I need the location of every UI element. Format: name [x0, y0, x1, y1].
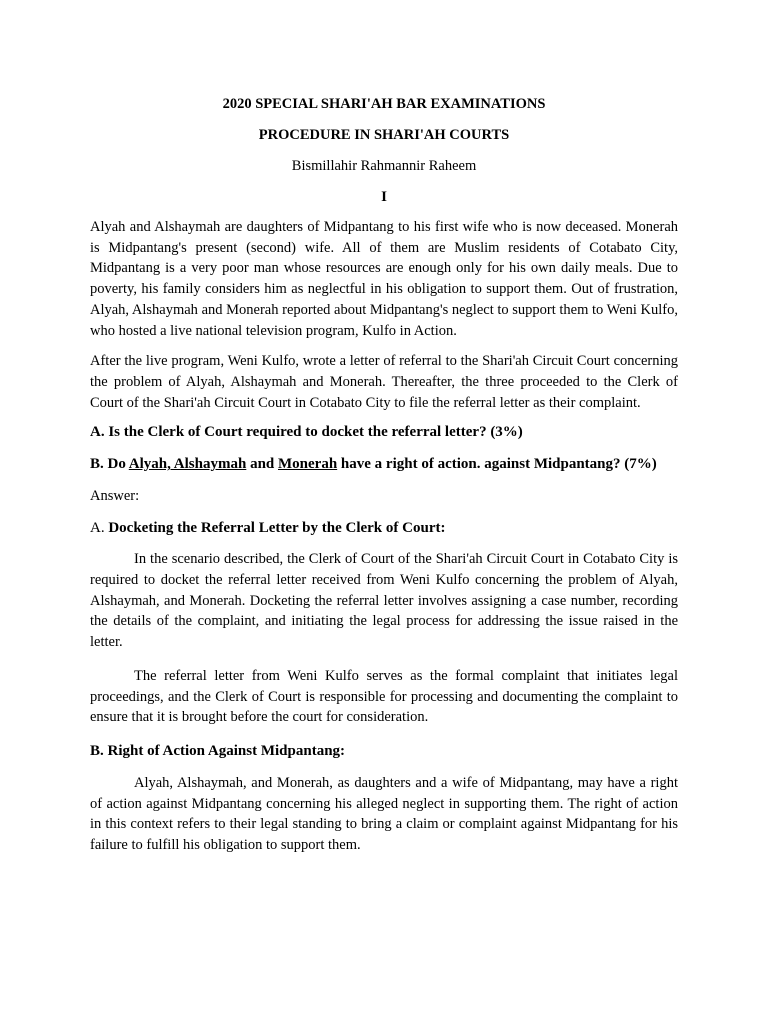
answer-b-heading — [90, 741, 678, 761]
answer-b-paragraph-1: Alyah, Alshaymah, and Monerah, as daughters and a wife of Midpantang, may have a right of action against Midpantang concerning his alleged neglect in supporting them. The right of action in this context refers to their legal standing to bring a claim or complaint against Midpantang for his failure to fulfill his obligation to support them. — [90, 774, 678, 854]
answer-label: Answer: — [90, 488, 140, 505]
answer-a-paragraph-1: In the scenario described, the Clerk of Court of the Shari'ah Circuit Court in Cotabato City is required to docket the referral letter received from Weni Kulfo concerning the problem of Alyah, Alshaymah, and Monerah. Docketing the referral letter involves assigning a case number, recording the details of the complaint, and initiating the legal process for addressing the issue raised in the letter. — [90, 551, 678, 651]
facts-paragraph-2: After the live program, Weni Kulfo, wrote a letter of referral to the Shari'ah Circuit Court concerning the problem of Alyah, Alshaymah and Monerah. Thereafter, the three proceeded to the Clerk of Court of the Shari'ah Circuit Court in Cotabato City to file the referral letter as their complaint. — [90, 353, 678, 411]
question-b-mid: and — [246, 456, 278, 473]
answer-a-paragraph-2: The referral letter from Weni Kulfo serves as the formal complaint that initiates legal proceedings, and the Clerk of Court is responsible for processing and documenting the complaint to ensure that it is brought before the court for consideration. — [90, 667, 678, 726]
question-b-prefix: B. Do — [90, 456, 129, 473]
invocation-line: Bismillahir Rahmannir Raheem — [291, 158, 477, 174]
document-title: 2020 SPECIAL SHARI'AH BAR EXAMINATIONS — [222, 96, 546, 112]
answer-a-heading-text: Docketing the Referral Letter by the Clerk of Court: — [108, 520, 446, 537]
answer-b-heading-text: B. Right of Action Against Midpantang: — [90, 742, 346, 759]
question-b-name1: Alyah, Alshaymah — [128, 456, 247, 473]
question-b — [90, 454, 678, 474]
answer-a-heading — [90, 518, 678, 538]
question-b-name2: Monerah — [278, 456, 338, 473]
document-subtitle: PROCEDURE IN SHARI'AH COURTS — [258, 127, 510, 143]
answer-a-letter: A. — [90, 520, 109, 537]
section-number: I — [381, 189, 387, 205]
facts-paragraph-1: Alyah and Alshaymah are daughters of Midpantang to his first wife who is now deceased. Monerah is Midpantang's present (second) wife. All of them are Muslim residents of Cotabato City, Midpantang is a very poor man whose resources are enough only for his own daily meals. Due to poverty, his family considers him as neglectful in his obligation to support them. Out of frustration, Alyah, Alshaymah and Monerah reported about Midpantang's neglect to support them to Weni Kulfo, who hosted a live national television program, Kulfo in Action. — [90, 219, 678, 339]
question-a: A. Is the Clerk of Court required to docket the referral letter? (3%) — [90, 424, 523, 441]
question-b-suffix: have a right of action. against Midpantang? (7%) — [337, 456, 657, 473]
